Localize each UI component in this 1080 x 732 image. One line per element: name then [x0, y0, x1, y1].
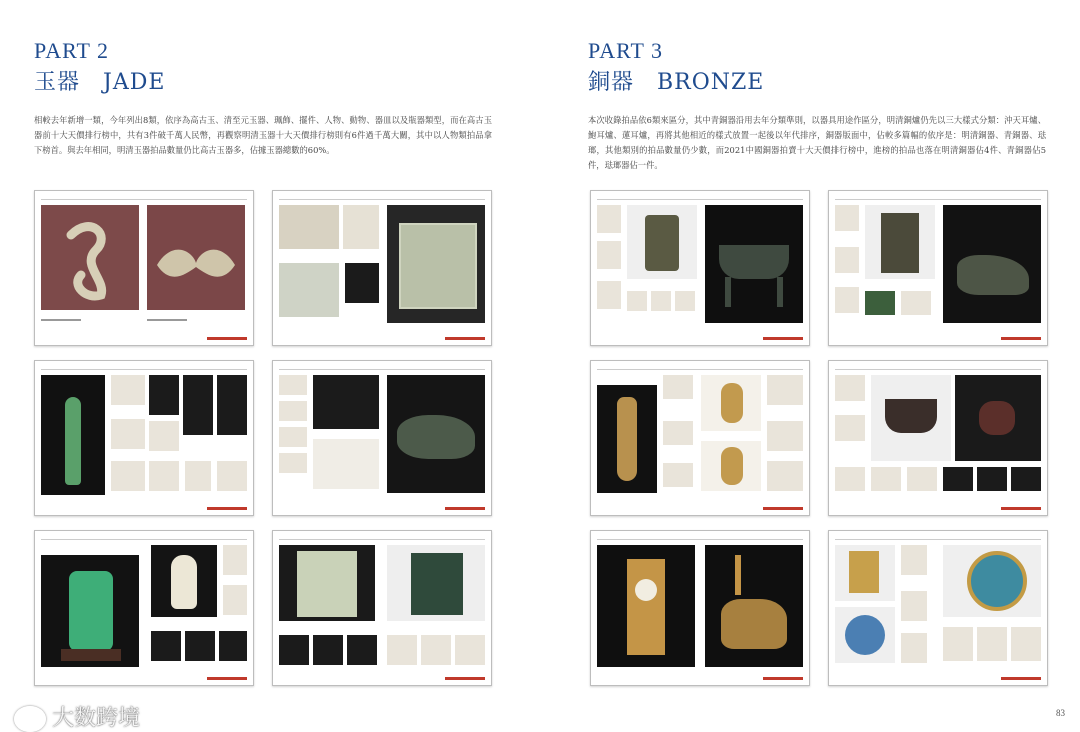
jade-brushpot-image	[279, 545, 375, 621]
bronze-fangyi-image	[865, 205, 935, 279]
spinach-jade-brushpot-image	[387, 545, 485, 621]
gilt-jug-image	[701, 441, 761, 491]
gilt-elephant-clock-image	[705, 545, 803, 667]
bronze-spread-thumbnail-4	[828, 360, 1048, 516]
jade-spread-thumbnail-1	[34, 190, 254, 346]
jade-guanyin-figure-image	[41, 375, 105, 495]
cloisonne-vessel-image	[835, 545, 895, 601]
bronze-intro-text: 本次收錄拍品依6類來區分，其中青銅器沿用去年分類準則，以器具用途作區分，明清銅爐仍先以三大樣式分類：沖天耳爐、鮑耳爐、蓮耳爐，再將其他相近的樣式放置一起後以年代排序，銅器版面中，佔較多篇幅的依序是：明清銅器、青銅器、琺瑯，其他類別的拍品數量仍少數，而2021中國銅器拍賣十大天價排行榜中，進榜的拍品也落在明清銅器佔4件、青銅器佔5件，琺瑯器佔一件。	[588, 115, 1046, 170]
jade-plaque-image	[387, 205, 485, 323]
bronze-zun-vessel-image	[627, 205, 697, 279]
jade-dragon-pendant-image	[41, 205, 139, 310]
watermark-logo-icon	[14, 706, 46, 732]
jade-intro-text: 相較去年新增一類，今年列出8類，依序為高古玉、清至元玉器、珮飾、擺件、人物、動物、器皿以及瓶器類型，而在高古玉器前十大天價排行榜中，共有3件破千萬人民幣，再觀察明清玉器十大天價排行榜則有6件過千萬大關，其中以人物類拍品拿下榜首。與去年相同，明清玉器拍品數量仍比高古玉器多，佔據玉器總數的60%。	[34, 115, 492, 155]
watermark	[14, 701, 140, 732]
jade-spread-thumbnail-6	[272, 530, 492, 686]
gilt-ewer-image	[701, 375, 761, 431]
bronze-spread-thumbnail-6	[828, 530, 1048, 686]
page-number: 83	[1056, 708, 1065, 718]
gilt-bronze-vase-image	[597, 385, 657, 493]
bronze-section-title: 銅器 BRONZE	[588, 70, 765, 95]
part-2-label: PART 2	[34, 38, 109, 63]
bronze-spread-thumbnail-5	[590, 530, 810, 686]
bronze-spread-thumbnail-2	[828, 190, 1048, 346]
bronze-censer-image	[871, 375, 951, 461]
jadeite-vase-image	[41, 555, 139, 667]
jade-section-title: 玉器 JADE	[34, 70, 166, 95]
bronze-ding-cauldron-image	[705, 205, 803, 323]
jade-spread-thumbnail-4	[272, 360, 492, 516]
gilt-clock-image	[597, 545, 695, 667]
part-3-label: PART 3	[588, 38, 663, 63]
watermark-text: 大数跨境	[52, 706, 141, 731]
cloisonne-box-image	[835, 607, 895, 663]
jade-recumbent-animal-image	[387, 375, 485, 493]
bronze-gong-vessel-image	[943, 205, 1041, 323]
bronze-spread-thumbnail-3	[590, 360, 810, 516]
white-jade-vase-image	[151, 545, 217, 617]
jade-spread-thumbnail-3	[34, 360, 254, 516]
jade-spread-thumbnail-5	[34, 530, 254, 686]
bronze-lidded-censer-image	[955, 375, 1041, 461]
jade-spread-thumbnail-2	[272, 190, 492, 346]
bronze-spread-thumbnail-1	[590, 190, 810, 346]
jade-double-dragon-image	[147, 205, 245, 310]
cloisonne-round-box-image	[943, 545, 1041, 617]
